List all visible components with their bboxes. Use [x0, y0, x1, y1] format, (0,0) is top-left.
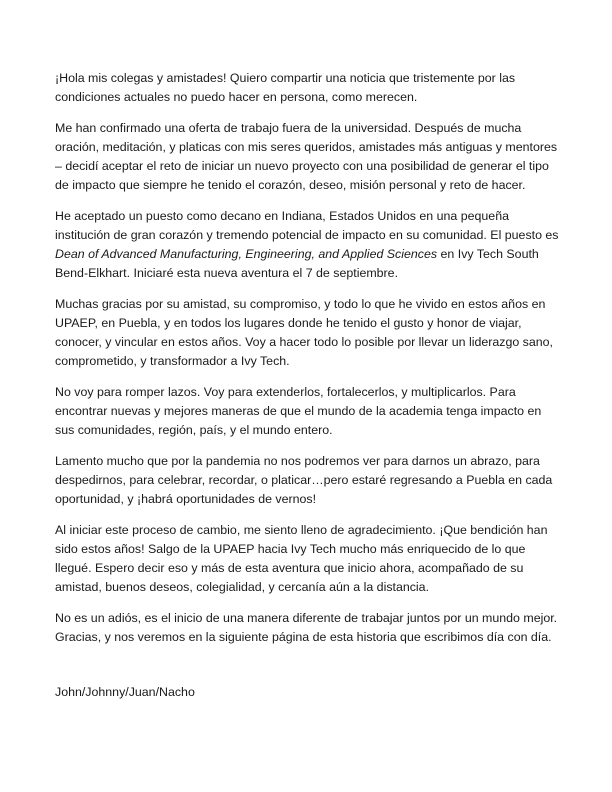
- paragraph-ties: No voy para romper lazos. Voy para extenderlos, fortalecerlos, y multiplicarlos. Para encontrar nuevas y mejores maneras de que el mundo de la academia tenga impacto en sus comunidades, región, país, y el mundo entero.: [55, 385, 542, 437]
- signature: John/Johnny/Juan/Nacho: [55, 685, 195, 699]
- paragraph-new-position: [55, 207, 560, 283]
- paragraph-greeting: ¡Hola mis colegas y amistades! Quiero compartir una noticia que tristemente por las condiciones actuales no puedo hacer en persona, como merecen.: [55, 71, 516, 104]
- paragraph-farewell: No es un adiós, es el inicio de una manera diferente de trabajar juntos por un mundo mejor. Gracias, y nos veremos en la siguiente página de esta historia que escribimos día con día.: [55, 611, 558, 644]
- paragraph-gratitude: Muchas gracias por su amistad, su compromiso, y todo lo que he vivido en estos años en UPAEP, en Puebla, y en todos los lugares donde he tenido el gusto y honor de viajar, conocer, y vincular en estos años. Voy a hacer todo lo posible por llevar un liderazgo sano, comprometido, y transformador a Ivy Tech.: [55, 297, 553, 368]
- position-text-before: He aceptado un puesto como decano en Indiana, Estados Unidos en una pequeña institución de gran corazón y tremendo potencial de impacto en su comunidad. El puesto es: [55, 209, 559, 242]
- paragraph-thanks: Al iniciar este proceso de cambio, me siento lleno de agradecimiento. ¡Que bendición han sido estos años! Salgo de la UPAEP hacia Ivy Tech mucho más enriquecido de lo que llegué. Espero decir eso y más de esta aventura que inicio ahora, acompañado de su amistad, buenos deseos, colegialidad, y cercanía aún a la distancia.: [55, 523, 548, 594]
- paragraph-job-offer: Me han confirmado una oferta de trabajo fuera de la universidad. Después de mucha oración, meditación, y platicas con mis seres queridos, amistades más antiguas y mentores – decidí aceptar el reto de iniciar un nuevo proyecto con una posibilidad de generar el tipo de impacto que siempre he tenido el corazón, deseo, misión personal y reto de hacer.: [55, 121, 558, 192]
- paragraph-pandemic: Lamento mucho que por la pandemia no nos podremos ver para darnos un abrazo, para despedirnos, para celebrar, recordar, o platicar…pero estaré regresando a Puebla en cada oportunidad, y ¡habrá oportunidades de vernos!: [55, 454, 553, 506]
- position-text-after: en Ivy Tech South Bend-Elkhart. Iniciaré esta nueva aventura el 7 de septiembre.: [55, 247, 539, 280]
- position-title: Dean of Advanced Manufacturing, Engineering, and Applied Sciences: [55, 247, 438, 261]
- letter-body: [55, 69, 560, 714]
